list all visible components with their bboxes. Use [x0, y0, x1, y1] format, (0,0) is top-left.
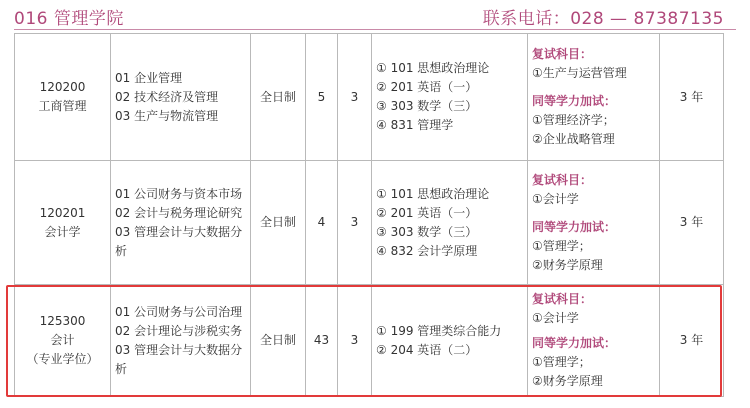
extra-label: 同等学力加试： — [532, 336, 617, 350]
direction-item: 02 技术经济及管理 — [115, 89, 219, 104]
enrollment-count: 5 — [306, 34, 338, 161]
enrollment-count: 4 — [306, 161, 338, 285]
retest-cell — [528, 285, 660, 397]
header-divider — [14, 29, 736, 30]
major-code: 120201 — [39, 205, 86, 220]
table-row — [15, 34, 724, 161]
program-years: 3 年 — [660, 34, 724, 161]
retest-item: ①会计学 — [532, 311, 579, 325]
exam-item: ③ 303 数学（三） — [376, 224, 478, 239]
extra-item: ②财务学原理 — [532, 257, 603, 272]
exam-item: ① 101 思想政治理论 — [376, 61, 490, 75]
major-code-cell — [15, 161, 111, 285]
retest-cell — [528, 34, 660, 161]
exam-item: ③ 303 数学（三） — [376, 99, 478, 113]
extra-item: ②财务学原理 — [532, 374, 603, 388]
department-title: 016 管理学院 — [14, 9, 124, 29]
retest-item: ①生产与运营管理 — [532, 66, 627, 80]
exam-subjects-cell — [372, 285, 528, 397]
exam-item: ② 204 英语（二） — [376, 342, 478, 357]
study-mode: 全日制 — [251, 161, 306, 285]
major-name: 会计学 — [44, 224, 81, 239]
exam-item: ④ 831 管理学 — [376, 118, 454, 132]
major-name: 会计 — [50, 333, 75, 347]
enrollment-count: 43 — [306, 285, 338, 397]
exam-item: ② 201 英语（一） — [376, 80, 478, 94]
extra-label: 同等学力加试： — [532, 219, 617, 234]
direction-item: 03 管理会计与大数据分析 — [115, 224, 243, 258]
direction-item: 01 企业管理 — [115, 70, 183, 85]
page-header — [0, 0, 750, 30]
direction-item: 03 管理会计与大数据分析 — [115, 342, 243, 376]
exam-subjects-cell — [372, 34, 528, 161]
direction-item: 03 生产与物流管理 — [115, 108, 219, 123]
research-directions-cell — [111, 285, 251, 397]
retest-label: 复试科目： — [532, 292, 593, 306]
major-name: 工商管理 — [38, 99, 87, 113]
degree-type: （专业学位） — [26, 352, 99, 366]
duration-value: 3 — [338, 285, 372, 397]
retest-label: 复试科目： — [532, 47, 593, 61]
major-code-cell — [15, 285, 111, 397]
retest-cell — [528, 161, 660, 285]
retest-label: 复试科目： — [532, 172, 593, 187]
direction-item: 02 会计与税务理论研究 — [115, 205, 243, 220]
direction-item: 02 会计理论与涉税实务 — [115, 323, 243, 338]
extra-item: ①管理学； — [532, 238, 591, 253]
study-mode: 全日制 — [251, 34, 306, 161]
majors-table — [14, 33, 724, 397]
program-years: 3 年 — [660, 285, 724, 397]
exam-item: ① 101 思想政治理论 — [376, 186, 490, 201]
table-row — [15, 161, 724, 285]
retest-item: ①会计学 — [532, 191, 579, 206]
contact-phone: 联系电话：028 — 87387135 — [482, 9, 724, 29]
extra-item: ①管理经济学； — [532, 113, 615, 127]
research-directions-cell — [111, 34, 251, 161]
exam-subjects-cell — [372, 161, 528, 285]
major-code: 120200 — [39, 80, 86, 94]
study-mode: 全日制 — [251, 285, 306, 397]
table-row — [15, 285, 724, 397]
exam-item: ① 199 管理类综合能力 — [376, 323, 502, 338]
extra-item: ②企业战略管理 — [532, 132, 615, 146]
exam-item: ② 201 英语（一） — [376, 205, 478, 220]
direction-item: 01 公司财务与公司治理 — [115, 304, 243, 319]
extra-item: ①管理学； — [532, 355, 591, 369]
duration-value: 3 — [338, 34, 372, 161]
extra-label: 同等学力加试： — [532, 94, 617, 108]
research-directions-cell — [111, 161, 251, 285]
major-code-cell — [15, 34, 111, 161]
major-code: 125300 — [39, 314, 86, 328]
program-years: 3 年 — [660, 161, 724, 285]
exam-item: ④ 832 会计学原理 — [376, 243, 478, 258]
duration-value: 3 — [338, 161, 372, 285]
direction-item: 01 公司财务与资本市场 — [115, 186, 243, 201]
